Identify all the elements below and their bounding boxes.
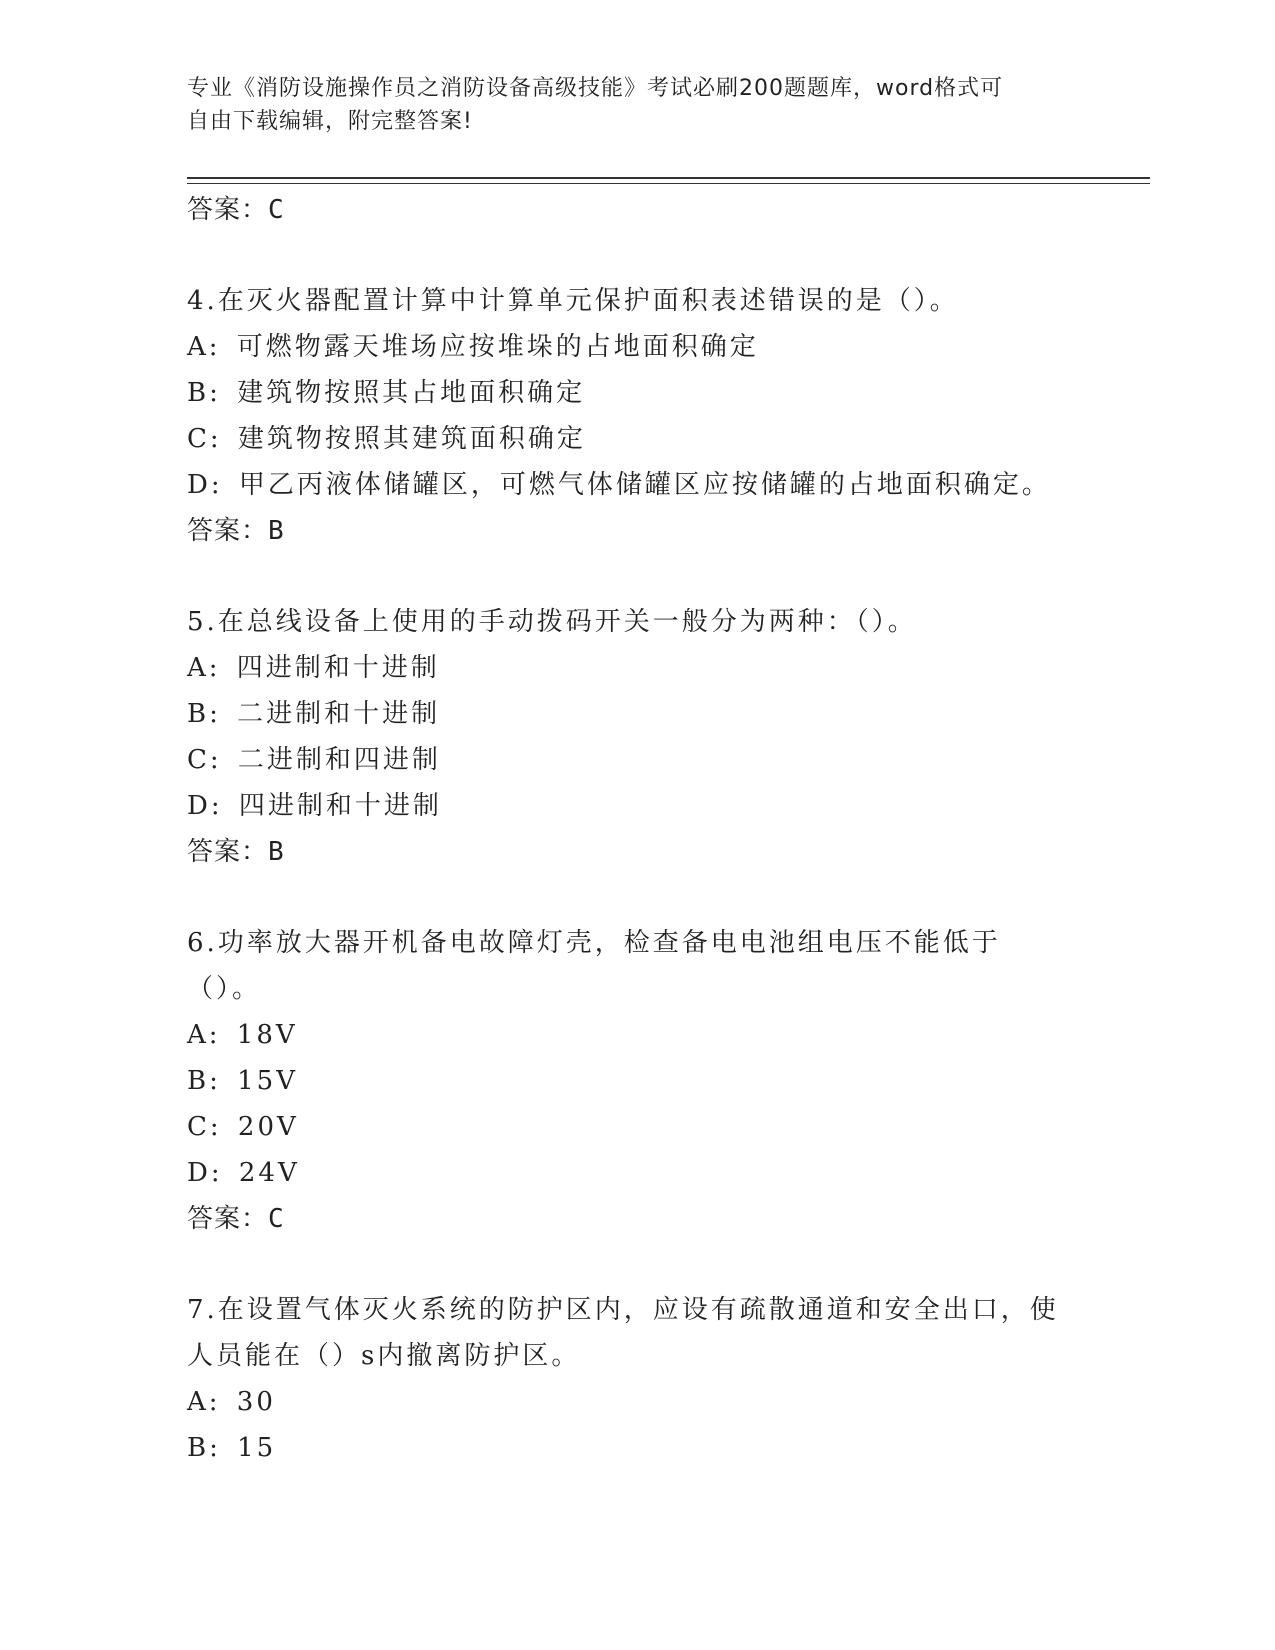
option-text: 15V [237,1066,298,1096]
option-letter: B [187,699,210,729]
option-b: B: 二进制和十进制 [187,691,1087,737]
option-b: B: 建筑物按照其占地面积确定 [187,370,1087,416]
option-letter: A [187,1020,209,1050]
answer-value: B [268,837,285,867]
option-d: D: 24V [187,1150,1087,1196]
option-a: A: 四进制和十进制 [187,645,1087,691]
option-a: A: 18V [187,1012,1087,1058]
question-4 [187,278,1087,554]
option-c: C: 20V [187,1104,1087,1150]
answer-line [187,187,1087,233]
option-text: 四进制和十进制 [236,653,440,683]
answer-line [187,829,1087,875]
option-text: 甲乙丙液体储罐区，可燃气体储罐区应按储罐的占地面积确定。 [238,470,1051,500]
header-line-2: 自由下载编辑，附完整答案! [187,109,473,134]
question-6 [187,920,1087,1242]
option-text: 可燃物露天堆场应按堆垛的占地面积确定 [236,332,759,362]
question-5 [187,599,1087,875]
option-a: A: 30 [187,1379,1087,1425]
question-spacer [187,554,1087,599]
option-c: C: 二进制和四进制 [187,737,1087,783]
question-stem: 5.在总线设备上使用的手动拨码开关一般分为两种：（）。 [187,607,917,637]
answer-label: 答案： [187,516,269,546]
answer-label: 答案： [187,1204,269,1234]
question-stem: 7.在设置气体灭火系统的防护区内，应设有疏散通道和安全出口，使人员能在（）s内撤离防护区。 [187,1295,1059,1371]
option-letter: D [187,791,211,821]
option-text: 二进制和四进制 [237,745,441,775]
question-7 [187,1287,1087,1471]
header-line-1: 专业《消防设施操作员之消防设备高级技能》考试必刷200题题库，word格式可 [187,76,1004,101]
option-letter: B [187,1066,210,1096]
option-d: D: 四进制和十进制 [187,783,1087,829]
option-letter: A [187,1387,209,1417]
question-list [187,187,1087,1471]
option-letter: A [187,332,209,362]
question-stem: 4.在灭火器配置计算中计算单元保护面积表述错误的是（）。 [187,286,959,316]
option-text: 15 [237,1433,277,1463]
option-letter: B [187,1433,210,1463]
option-letter: C [187,745,210,775]
option-c: C: 建筑物按照其建筑面积确定 [187,416,1087,462]
question-spacer [187,1242,1087,1287]
question-spacer [187,875,1087,920]
option-text: 20V [237,1112,299,1142]
option-d: D: 甲乙丙液体储罐区，可燃气体储罐区应按储罐的占地面积确定。 [187,462,1087,508]
answer-line [187,508,1087,554]
option-text: 24V [238,1158,300,1188]
answer-value: C [268,1204,285,1234]
question-spacer [187,233,1087,278]
option-text: 30 [236,1387,276,1417]
answer-label: 答案： [187,195,269,225]
answer-value: C [268,195,285,225]
option-letter: B [187,378,210,408]
option-letter: D [187,470,211,500]
header-rule-thin [187,183,1150,184]
option-text: 18V [236,1020,298,1050]
question-stem: 6.功率放大器开机备电故障灯壳，检查备电电池组电压不能低于（）。 [187,928,1001,1004]
document-header [187,72,1067,138]
option-a: A: 可燃物露天堆场应按堆垛的占地面积确定 [187,324,1087,370]
option-letter: C [187,1112,210,1142]
option-letter: C [187,424,210,454]
option-b: B: 15 [187,1425,1087,1471]
option-text: 二进制和十进制 [237,699,441,729]
header-rule-thick [187,177,1150,179]
option-b: B: 15V [187,1058,1087,1104]
answer-label: 答案： [187,837,269,867]
answer-line [187,1196,1087,1242]
option-text: 建筑物按照其建筑面积确定 [237,424,586,454]
option-letter: A [187,653,209,683]
option-letter: D [187,1158,211,1188]
option-text: 四进制和十进制 [238,791,442,821]
option-text: 建筑物按照其占地面积确定 [237,378,586,408]
answer-value: B [268,516,285,546]
